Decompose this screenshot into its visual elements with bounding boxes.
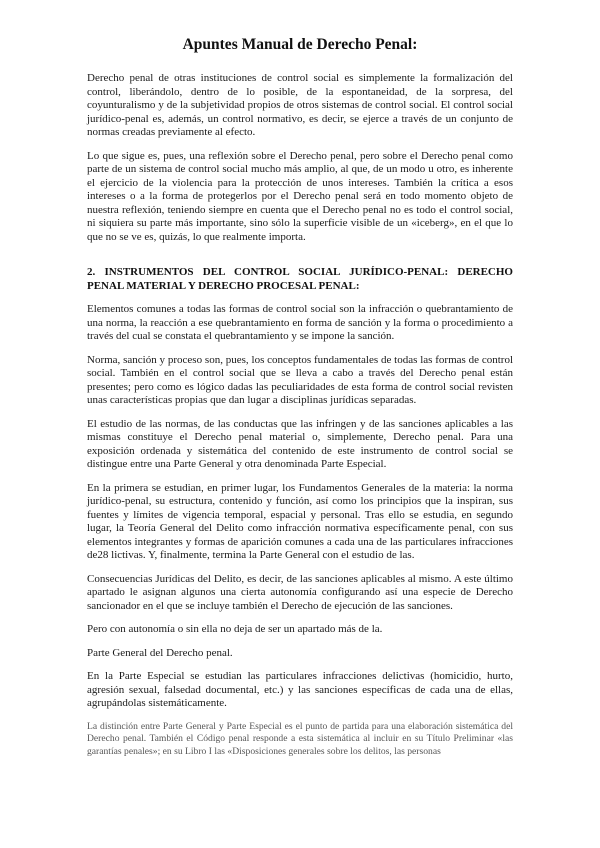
section-paragraph-8: En la Parte Especial se estudian las particulares infracciones delictivas (homicidio, hurto, agresión sexual, falsedad documental, etc.) y las sanciones específicas de cada una de ellas, agrupándolas sistemáticamente.: [87, 670, 513, 709]
section-paragraph-7: Parte General del Derecho penal.: [87, 646, 233, 659]
body-paragraph-1: Derecho penal de otras instituciones de control social es simplemente la formalización del control, liberándolo, dentro de lo posible, de la espontaneidad, de la sorpresa, del coyunturalismo y de la subjetividad propios de otros sistemas de control social. El control social jurídico-penal es, además, un control normativo, es decir, se ejerce a través de un conjunto de normas creadas previamente al efecto.: [87, 72, 513, 138]
body-paragraph-2: Lo que sigue es, pues, una reflexión sobre el Derecho penal, pero sobre el Derecho penal como parte de un sistema de control social mucho más amplio, al que, de un modo u otro, es inherente el ejercicio de la violencia para la protección de unos intereses. También la crítica a esos intereses o a la forma de protegerlos por el Derecho penal será en todo momento objeto de nuestra reflexión, teniendo siempre en cuenta que el Derecho penal no es todo el control social, ni siquiera su parte más importante, sino sólo la superficie visible de un «iceberg», en el que lo que no se ve es, quizás, lo que realmente importa.: [87, 149, 513, 243]
section-heading: 2. INSTRUMENTOS DEL CONTROL SOCIAL JURÍDICO-PENAL: DERECHO PENAL MATERIAL Y DERECHO PROCESAL PENAL:: [87, 266, 513, 292]
section-paragraph-4: En la primera se estudian, en primer lugar, los Fundamentos Generales de la materia: la norma jurídico-penal, su estructura, contenido y función, así como los principios que la inspiran, sus fuentes y límites de vigencia temporal, espacial y personal. Tras ello se estudia, en segundo lugar, la Teoría General del Delito como infracción normativa específicamente penal, con sus elementos integrantes y formas de aparición comunes a cada una de las particulares infracciones de28 lictivas. Y, finalmente, termina la Parte General con el estudio de las.: [87, 481, 513, 561]
footnote-text: La distinción entre Parte General y Parte Especial es el punto de partida para una elaboración sistemática del Derecho penal. También el Código penal responde a esta sistemática al incluir en su Título Preliminar «las garantías penales»; en su Libro I las «Disposiciones generales sobre los delitos, las personas: [87, 720, 513, 757]
section-paragraph-2: Norma, sanción y proceso son, pues, los conceptos fundamentales de todas las formas de control social. También en el control social que se lleva a cabo a través del Derecho penal están presentes; pero como es lógico dadas las peculiaridades de esta forma de control social revisten unas características propias que dan lugar a disciplinas jurídicas separadas.: [87, 353, 513, 406]
section-paragraph-6: Pero con autonomía o sin ella no deja de ser un apartado más de la.: [87, 623, 383, 635]
document-title: Apuntes Manual de Derecho Penal:: [182, 36, 418, 53]
section-paragraph-1: Elementos comunes a todas las formas de control social son la infracción o quebrantamiento de una norma, la reacción a ese quebrantamiento en forma de sanción y la forma o procedimiento a través del cual se constata el quebrantamiento y se impone la sanción.: [87, 303, 513, 342]
section-paragraph-3: El estudio de las normas, de las conductas que las infringen y de las sanciones aplicables a las mismas constituye el Derecho penal material o, simplemente, Derecho penal. Para una exposición ordenada y sistemática del contenido de este instrumento de control social se distingue entre una Parte General y otra denominada Parte Especial.: [87, 417, 513, 470]
document-body: [87, 72, 513, 768]
section-paragraph-5: Consecuencias Jurídicas del Delito, es decir, de las sanciones aplicables al mismo. A este último apartado le asignan algunos una cierta autonomía configurando así una especie de Derecho sancionador en el que se incluye también el Derecho de ejecución de las sanciones.: [87, 572, 513, 612]
